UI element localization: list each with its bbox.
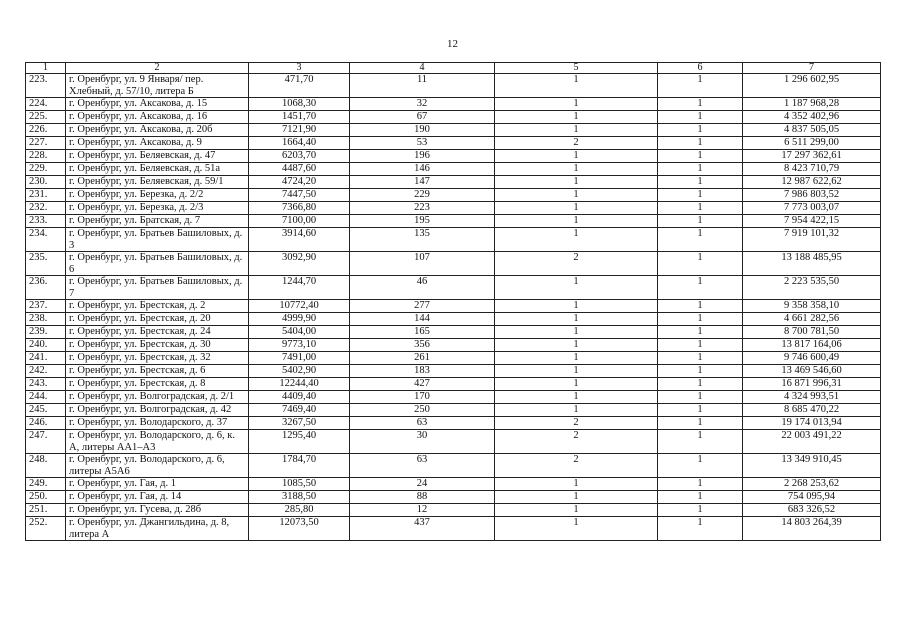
row-number-cell: 239. [26,326,66,339]
address-cell: г. Оренбург, ул. Беляевская, д. 59/1 [66,176,249,189]
count-cell: 107 [350,252,495,276]
column-6-cell: 1 [658,517,743,541]
row-number-cell: 231. [26,189,66,202]
area-cell: 1295,40 [249,430,350,454]
count-cell: 190 [350,124,495,137]
count-cell: 46 [350,276,495,300]
count-cell: 165 [350,326,495,339]
area-cell: 5404,00 [249,326,350,339]
address-cell: г. Оренбург, ул. Брестская, д. 24 [66,326,249,339]
table-row [26,313,881,326]
table-row [26,339,881,352]
count-cell: 146 [350,163,495,176]
count-cell: 32 [350,98,495,111]
count-cell: 144 [350,313,495,326]
address-cell: г. Оренбург, ул. Джангильдина, д. 8, литера А [66,517,249,541]
column-5-cell: 1 [495,404,658,417]
column-5-cell: 2 [495,137,658,150]
cost-cell: 6 511 299,00 [743,137,881,150]
count-cell: 183 [350,365,495,378]
column-5-cell: 1 [495,276,658,300]
column-5-cell: 1 [495,215,658,228]
area-cell: 1068,30 [249,98,350,111]
address-cell: г. Оренбург, ул. Брестская, д. 6 [66,365,249,378]
column-6-cell: 1 [658,137,743,150]
cost-cell: 22 003 491,22 [743,430,881,454]
column-6-cell: 1 [658,111,743,124]
table-row [26,454,881,478]
area-cell: 9773,10 [249,339,350,352]
cost-cell: 8 685 470,22 [743,404,881,417]
cost-cell: 19 174 013,94 [743,417,881,430]
row-number-cell: 251. [26,504,66,517]
count-cell: 88 [350,491,495,504]
cost-cell: 9 358 358,10 [743,300,881,313]
table-row [26,163,881,176]
area-cell: 7447,50 [249,189,350,202]
column-5-cell: 1 [495,326,658,339]
column-5-cell: 1 [495,339,658,352]
address-cell: г. Оренбург, ул. Брестская, д. 32 [66,352,249,365]
row-number-cell: 228. [26,150,66,163]
column-6-cell: 1 [658,150,743,163]
area-cell: 4999,90 [249,313,350,326]
column-5-cell: 1 [495,98,658,111]
address-cell: г. Оренбург, ул. Братьев Башиловых, д. 7 [66,276,249,300]
column-6-cell: 1 [658,365,743,378]
count-cell: 11 [350,74,495,98]
row-number-cell: 244. [26,391,66,404]
row-number-cell: 243. [26,378,66,391]
table-row [26,215,881,228]
row-number-cell: 226. [26,124,66,137]
row-number-cell: 234. [26,228,66,252]
row-number-cell: 242. [26,365,66,378]
column-6-cell: 1 [658,478,743,491]
column-6-cell: 1 [658,417,743,430]
area-cell: 3092,90 [249,252,350,276]
count-cell: 437 [350,517,495,541]
table-row [26,326,881,339]
area-cell: 4409,40 [249,391,350,404]
row-number-cell: 237. [26,300,66,313]
column-5-cell: 1 [495,391,658,404]
column-header-3: 3 [249,63,350,74]
cost-cell: 683 326,52 [743,504,881,517]
row-number-cell: 249. [26,478,66,491]
row-number-cell: 229. [26,163,66,176]
address-cell: г. Оренбург, ул. Володарского, д. 37 [66,417,249,430]
area-cell: 285,80 [249,504,350,517]
table-row [26,276,881,300]
area-cell: 6203,70 [249,150,350,163]
address-cell: г. Оренбург, ул. Беляевская, д. 51а [66,163,249,176]
cost-cell: 13 817 164,06 [743,339,881,352]
column-5-cell: 1 [495,313,658,326]
column-6-cell: 1 [658,74,743,98]
row-number-cell: 246. [26,417,66,430]
column-6-cell: 1 [658,98,743,111]
column-5-cell: 1 [495,478,658,491]
address-cell: г. Оренбург, ул. Волгоградская, д. 2/1 [66,391,249,404]
cost-cell: 17 297 362,61 [743,150,881,163]
row-number-cell: 233. [26,215,66,228]
address-cell: г. Оренбург, ул. Гая, д. 14 [66,491,249,504]
column-6-cell: 1 [658,378,743,391]
row-number-cell: 240. [26,339,66,352]
column-5-cell: 1 [495,124,658,137]
table-row [26,404,881,417]
cost-cell: 2 223 535,50 [743,276,881,300]
column-6-cell: 1 [658,300,743,313]
address-cell: г. Оренбург, ул. Гусева, д. 28б [66,504,249,517]
area-cell: 1085,50 [249,478,350,491]
cost-cell: 7 986 803,52 [743,189,881,202]
area-cell: 12244,40 [249,378,350,391]
column-6-cell: 1 [658,228,743,252]
address-cell: г. Оренбург, ул. Волгоградская, д. 42 [66,404,249,417]
area-cell: 10772,40 [249,300,350,313]
count-cell: 427 [350,378,495,391]
column-5-cell: 1 [495,378,658,391]
area-cell: 7121,90 [249,124,350,137]
cost-cell: 9 746 600,49 [743,352,881,365]
column-6-cell: 1 [658,313,743,326]
table-row [26,391,881,404]
cost-cell: 754 095,94 [743,491,881,504]
cost-cell: 8 423 710,79 [743,163,881,176]
column-header-2: 2 [66,63,249,74]
column-6-cell: 1 [658,124,743,137]
column-6-cell: 1 [658,202,743,215]
cost-cell: 13 469 546,60 [743,365,881,378]
count-cell: 12 [350,504,495,517]
address-cell: г. Оренбург, ул. Березка, д. 2/2 [66,189,249,202]
count-cell: 30 [350,430,495,454]
column-5-cell: 1 [495,365,658,378]
cost-cell: 13 188 485,95 [743,252,881,276]
cost-cell: 7 773 003,07 [743,202,881,215]
cost-cell: 1 187 968,28 [743,98,881,111]
table-row [26,189,881,202]
count-cell: 67 [350,111,495,124]
row-number-cell: 230. [26,176,66,189]
area-cell: 4724,20 [249,176,350,189]
address-cell: г. Оренбург, ул. 9 Января/ пер. Хлебный, д. 57/10, литера Б [66,74,249,98]
row-number-cell: 248. [26,454,66,478]
column-6-cell: 1 [658,404,743,417]
row-number-cell: 241. [26,352,66,365]
column-6-cell: 1 [658,391,743,404]
count-cell: 250 [350,404,495,417]
area-cell: 3914,60 [249,228,350,252]
address-cell: г. Оренбург, ул. Брестская, д. 20 [66,313,249,326]
column-5-cell: 1 [495,74,658,98]
column-6-cell: 1 [658,339,743,352]
table-row [26,504,881,517]
table-row [26,517,881,541]
area-cell: 1451,70 [249,111,350,124]
area-cell: 471,70 [249,74,350,98]
table-row [26,176,881,189]
column-6-cell: 1 [658,454,743,478]
cost-cell: 7 954 422,15 [743,215,881,228]
column-5-cell: 1 [495,491,658,504]
cost-cell: 4 837 505,05 [743,124,881,137]
area-cell: 5402,90 [249,365,350,378]
column-5-cell: 2 [495,417,658,430]
row-number-cell: 236. [26,276,66,300]
table-row [26,150,881,163]
table-row [26,352,881,365]
area-cell: 7366,80 [249,202,350,215]
table-row [26,74,881,98]
column-6-cell: 1 [658,176,743,189]
address-cell: г. Оренбург, ул. Братьев Башиловых, д. 6 [66,252,249,276]
area-cell: 7469,40 [249,404,350,417]
column-5-cell: 1 [495,150,658,163]
cost-cell: 2 268 253,62 [743,478,881,491]
row-number-cell: 252. [26,517,66,541]
table-row [26,202,881,215]
column-5-cell: 2 [495,430,658,454]
address-cell: г. Оренбург, ул. Братская, д. 7 [66,215,249,228]
row-number-cell: 235. [26,252,66,276]
column-number-row [26,63,881,74]
address-cell: г. Оренбург, ул. Володарского, д. 6, литеры А5А6 [66,454,249,478]
row-number-cell: 225. [26,111,66,124]
count-cell: 229 [350,189,495,202]
column-6-cell: 1 [658,189,743,202]
column-6-cell: 1 [658,252,743,276]
column-6-cell: 1 [658,352,743,365]
address-cell: г. Оренбург, ул. Брестская, д. 30 [66,339,249,352]
count-cell: 356 [350,339,495,352]
column-6-cell: 1 [658,430,743,454]
cost-cell: 4 352 402,96 [743,111,881,124]
address-cell: г. Оренбург, ул. Аксакова, д. 9 [66,137,249,150]
column-5-cell: 2 [495,252,658,276]
column-6-cell: 1 [658,491,743,504]
count-cell: 135 [350,228,495,252]
table-row [26,430,881,454]
count-cell: 147 [350,176,495,189]
table-row [26,137,881,150]
cost-cell: 4 324 993,51 [743,391,881,404]
column-5-cell: 1 [495,202,658,215]
count-cell: 63 [350,417,495,430]
cost-cell: 16 871 996,31 [743,378,881,391]
area-cell: 3267,50 [249,417,350,430]
table-row [26,365,881,378]
address-cell: г. Оренбург, ул. Березка, д. 2/3 [66,202,249,215]
column-header-1: 1 [26,63,66,74]
column-6-cell: 1 [658,276,743,300]
column-5-cell: 1 [495,352,658,365]
row-number-cell: 250. [26,491,66,504]
address-cell: г. Оренбург, ул. Беляевская, д. 47 [66,150,249,163]
column-header-7: 7 [743,63,881,74]
count-cell: 24 [350,478,495,491]
row-number-cell: 232. [26,202,66,215]
count-cell: 277 [350,300,495,313]
address-cell: г. Оренбург, ул. Аксакова, д. 16 [66,111,249,124]
count-cell: 261 [350,352,495,365]
page-number: 12 [447,38,458,50]
column-5-cell: 1 [495,163,658,176]
area-cell: 1664,40 [249,137,350,150]
address-cell: г. Оренбург, ул. Аксакова, д. 20б [66,124,249,137]
column-5-cell: 1 [495,300,658,313]
table-row [26,124,881,137]
count-cell: 196 [350,150,495,163]
column-header-5: 5 [495,63,658,74]
area-cell: 7491,00 [249,352,350,365]
table-row [26,228,881,252]
count-cell: 63 [350,454,495,478]
address-cell: г. Оренбург, ул. Володарского, д. 6, к. А, литеры АА1–А3 [66,430,249,454]
cost-cell: 13 349 910,45 [743,454,881,478]
column-5-cell: 1 [495,504,658,517]
cost-cell: 7 919 101,32 [743,228,881,252]
row-number-cell: 245. [26,404,66,417]
cost-cell: 1 296 602,95 [743,74,881,98]
cost-cell: 4 661 282,56 [743,313,881,326]
address-cell: г. Оренбург, ул. Аксакова, д. 15 [66,98,249,111]
area-cell: 1244,70 [249,276,350,300]
table-row [26,491,881,504]
column-6-cell: 1 [658,215,743,228]
column-6-cell: 1 [658,504,743,517]
area-cell: 7100,00 [249,215,350,228]
column-6-cell: 1 [658,326,743,339]
cost-cell: 8 700 781,50 [743,326,881,339]
area-cell: 12073,50 [249,517,350,541]
table-row [26,417,881,430]
column-header-6: 6 [658,63,743,74]
count-cell: 223 [350,202,495,215]
row-number-cell: 227. [26,137,66,150]
table-row [26,98,881,111]
column-5-cell: 1 [495,189,658,202]
count-cell: 53 [350,137,495,150]
column-5-cell: 1 [495,111,658,124]
cost-cell: 12 987 622,62 [743,176,881,189]
column-5-cell: 2 [495,454,658,478]
address-cell: г. Оренбург, ул. Брестская, д. 2 [66,300,249,313]
address-cell: г. Оренбург, ул. Гая, д. 1 [66,478,249,491]
cost-cell: 14 803 264,39 [743,517,881,541]
column-5-cell: 1 [495,176,658,189]
row-number-cell: 247. [26,430,66,454]
column-6-cell: 1 [658,163,743,176]
table-row [26,478,881,491]
count-cell: 195 [350,215,495,228]
area-cell: 4487,60 [249,163,350,176]
column-header-4: 4 [350,63,495,74]
row-number-cell: 224. [26,98,66,111]
address-cell: г. Оренбург, ул. Брестская, д. 8 [66,378,249,391]
table-row [26,378,881,391]
column-5-cell: 1 [495,517,658,541]
table-row [26,111,881,124]
column-5-cell: 1 [495,228,658,252]
table-row [26,300,881,313]
table-body [26,74,881,541]
area-cell: 1784,70 [249,454,350,478]
count-cell: 170 [350,391,495,404]
row-number-cell: 223. [26,74,66,98]
address-cell: г. Оренбург, ул. Братьев Башиловых, д. 3 [66,228,249,252]
area-cell: 3188,50 [249,491,350,504]
table-row [26,252,881,276]
row-number-cell: 238. [26,313,66,326]
housing-registry-table [25,62,881,541]
